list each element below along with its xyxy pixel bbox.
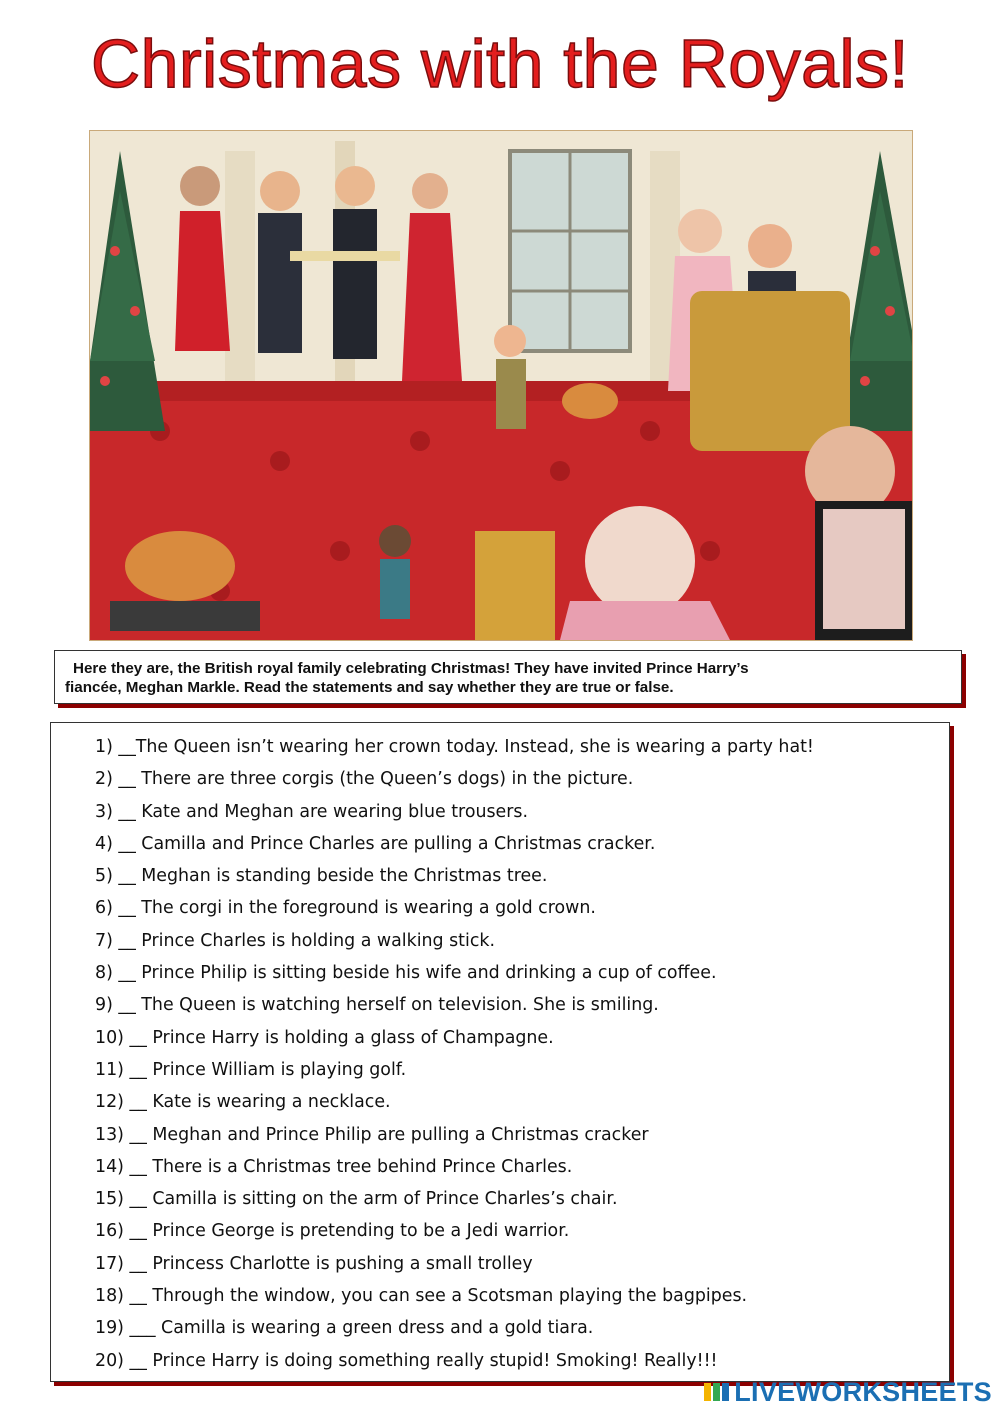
statement-item[interactable]: 2) __ There are three corgis (the Queen’s dogs) in the picture.	[95, 769, 634, 790]
liveworksheets-logo	[704, 1377, 992, 1407]
page-title: Christmas with the Royals!	[91, 26, 909, 102]
statement-item[interactable]: 5) __ Meghan is standing beside the Christmas tree.	[95, 866, 548, 887]
statement-item[interactable]: 19) ___ Camilla is wearing a green dress and a gold tiara.	[95, 1318, 594, 1339]
statement-item[interactable]: 11) __ Prince William is playing golf.	[95, 1059, 407, 1080]
statement-item[interactable]: 3) __ Kate and Meghan are wearing blue trousers.	[95, 801, 528, 822]
statement-item[interactable]: 12) __ Kate is wearing a necklace.	[95, 1092, 391, 1113]
instructions-box	[54, 650, 962, 704]
instructions-line-1: Here they are, the British royal family celebrating Christmas! They have invited Prince Harry’s	[73, 660, 749, 677]
instructions-line-2: fiancée, Meghan Markle. Read the statements and say whether they are true or false.	[65, 679, 674, 696]
statement-item[interactable]: 15) __ Camilla is sitting on the arm of Prince Charles’s chair.	[95, 1189, 618, 1210]
statement-item[interactable]: 16) __ Prince George is pretending to be a Jedi warrior.	[95, 1221, 570, 1242]
statement-item[interactable]: 8) __ Prince Philip is sitting beside his wife and drinking a cup of coffee.	[95, 963, 717, 984]
statement-item[interactable]: 7) __ Prince Charles is holding a walking stick.	[95, 930, 495, 951]
liveworksheets-brand: LIVEWORKSHEETS	[734, 1376, 992, 1407]
statement-item[interactable]: 20) __ Prince Harry is doing something really stupid! Smoking! Really!!!	[95, 1350, 718, 1371]
statement-item[interactable]: 4) __ Camilla and Prince Charles are pulling a Christmas cracker.	[95, 833, 656, 854]
statement-item[interactable]: 9) __ The Queen is watching herself on television. She is smiling.	[95, 995, 659, 1016]
statement-item[interactable]: 10) __ Prince Harry is holding a glass of Champagne.	[95, 1027, 554, 1048]
statements-list	[51, 723, 949, 1377]
statement-item[interactable]: 18) __ Through the window, you can see a Scotsman playing the bagpipes.	[95, 1286, 748, 1307]
statement-item[interactable]: 17) __ Princess Charlotte is pushing a small trolley	[95, 1253, 533, 1274]
royal-family-illustration	[89, 130, 913, 641]
statement-item[interactable]: 14) __ There is a Christmas tree behind Prince Charles.	[95, 1156, 573, 1177]
statement-item[interactable]: 1) __The Queen isn’t wearing her crown today. Instead, she is wearing a party hat!	[95, 737, 814, 757]
liveworksheets-mark-icon	[704, 1381, 730, 1403]
statement-item[interactable]: 6) __ The corgi in the foreground is wearing a gold crown.	[95, 898, 596, 919]
statement-item[interactable]: 13) __ Meghan and Prince Philip are pulling a Christmas cracker	[95, 1124, 649, 1145]
statements-box	[50, 722, 950, 1382]
